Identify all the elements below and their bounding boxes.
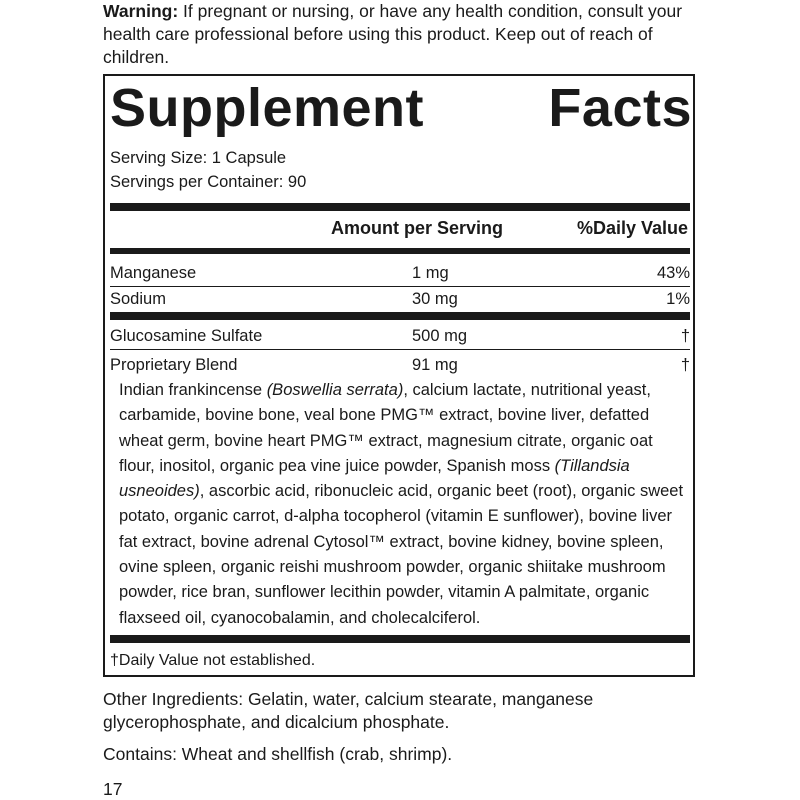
nutrient-daily-value: 1% <box>666 290 690 308</box>
title-word-supplement: Supplement <box>110 78 425 138</box>
header-amount-per-serving: Amount per Serving <box>331 218 504 238</box>
thick-divider-bottom <box>110 635 690 643</box>
blend-text: , ascorbic acid, ribonucleic acid, organic beet (root), organic sweet potato, organic carrot, d-alpha tocopherol (vitamin E sunflower), bovine liver fat extract, bovine adrenal Cytosol™ extract, bovine kidney, bovine spleen, ovine spleen, organic reishi mushroom powder, organic shiitake mushroom powder, rice bran, sunflower lecithin powder, vitamin A palmitate, organic flaxseed oil, cyanocobalamin, and cholecalciferol. <box>119 482 684 627</box>
nutrient-amount: 1 mg <box>412 264 449 282</box>
servings-per-container: Servings per Container: 90 <box>110 173 307 191</box>
nutrient-daily-value: † <box>680 356 690 374</box>
nutrient-amount: 91 mg <box>412 356 458 374</box>
nutrient-amount: 30 mg <box>412 290 458 308</box>
daily-value-footnote: †Daily Value not established. <box>110 652 316 669</box>
serving-size: Serving Size: 1 Capsule <box>110 149 287 167</box>
page-number: 17 <box>103 779 123 799</box>
nutrient-name: Manganese <box>110 264 197 282</box>
nutrient-name: Proprietary Blend <box>110 356 238 374</box>
proprietary-blend-ingredients <box>119 378 689 631</box>
panel-title <box>110 78 692 138</box>
nutrient-name: Glucosamine Sulfate <box>110 327 263 345</box>
blend-latin-name: (Tillandsia usneoides) <box>119 456 630 501</box>
warning-text <box>103 0 703 69</box>
thick-divider-middle <box>110 312 690 320</box>
allergen-statement: Contains: Wheat and shellfish (crab, shrimp). <box>103 744 453 764</box>
nutrient-daily-value: † <box>680 327 690 345</box>
blend-text: Indian frankincense <box>119 381 267 399</box>
thick-divider-header <box>110 248 690 254</box>
supplement-facts-panel <box>103 74 695 677</box>
row-divider <box>110 349 690 350</box>
header-daily-value: %Daily Value <box>576 218 688 238</box>
warning-body: If pregnant or nursing, or have any health condition, consult your health care professional before using this product. Keep out of reach of children. <box>103 1 683 67</box>
nutrient-daily-value: 43% <box>656 264 690 282</box>
other-ingredients: Other Ingredients: Gelatin, water, calcium stearate, manganese glycerophosphate, and dicalcium phosphate. <box>103 689 594 732</box>
blend-latin-name: (Boswellia serrata) <box>266 381 404 399</box>
nutrient-amount: 500 mg <box>412 327 468 345</box>
row-divider <box>110 286 690 287</box>
serving-info <box>110 146 306 194</box>
thick-divider-top <box>110 203 690 211</box>
warning-label: Warning: <box>103 1 179 21</box>
nutrient-name: Sodium <box>110 290 166 308</box>
title-word-facts: Facts <box>548 78 692 138</box>
blend-text: , calcium lactate, nutritional yeast, carbamide, bovine bone, veal bone PMG™ extract, bovine liver, defatted wheat germ, bovine heart PMG™ extract, magnesium citrate, organic oat flour, inositol, organic pea vine juice powder, Spanish moss <box>119 381 653 475</box>
